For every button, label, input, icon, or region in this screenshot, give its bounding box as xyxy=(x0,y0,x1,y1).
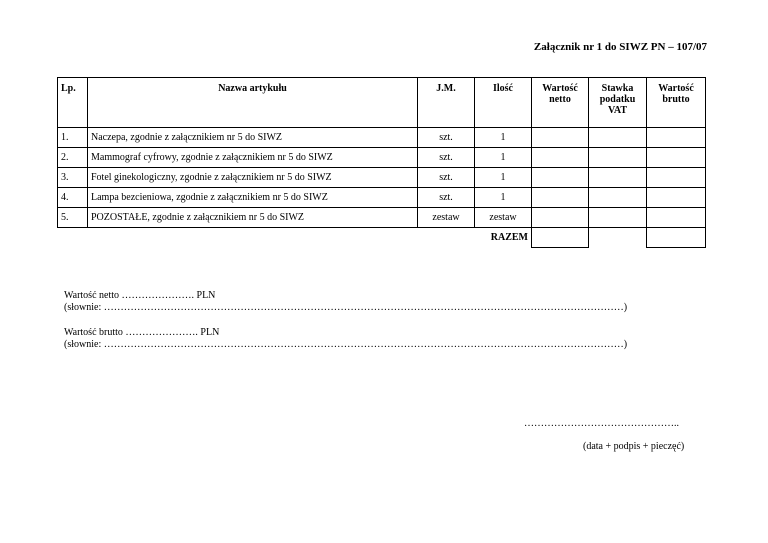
cell-name: Mammograf cyfrowy, zgodnie z załącznikiem nr 5 do SIWZ xyxy=(88,148,418,168)
cell-name: POZOSTAŁE, zgodnie z załącznikiem nr 5 do SIWZ xyxy=(88,208,418,228)
cell-unit: szt. xyxy=(418,188,475,208)
table-row xyxy=(58,148,706,168)
gross-value-line: Wartość brutto …………………. PLN xyxy=(64,327,220,338)
column-header-unit: J.M. xyxy=(418,78,475,128)
column-header-qty: Ilość xyxy=(475,78,532,128)
cell-net-value[interactable] xyxy=(532,208,589,228)
cell-lp: 5. xyxy=(58,208,88,228)
cell-vat-rate[interactable] xyxy=(589,188,647,208)
cell-net-value[interactable] xyxy=(532,128,589,148)
table-row xyxy=(58,208,706,228)
cell-vat-rate[interactable] xyxy=(589,148,647,168)
column-header-gross-value: Wartość brutto xyxy=(647,78,706,128)
column-header-lp: Lp. xyxy=(58,78,88,128)
cell-gross-value[interactable] xyxy=(647,128,706,148)
cell-unit: szt. xyxy=(418,128,475,148)
cell-name: Naczepa, zgodnie z załącznikiem nr 5 do SIWZ xyxy=(88,128,418,148)
cell-unit: zestaw xyxy=(418,208,475,228)
cell-lp: 4. xyxy=(58,188,88,208)
cell-lp: 2. xyxy=(58,148,88,168)
column-header-net-value: Wartość netto xyxy=(532,78,589,128)
table-row xyxy=(58,168,706,188)
table-row xyxy=(58,188,706,208)
cell-unit: szt. xyxy=(418,168,475,188)
cell-vat-rate[interactable] xyxy=(589,208,647,228)
signature-line: ……………………………………….. xyxy=(524,418,679,429)
cell-qty: 1 xyxy=(475,148,532,168)
total-label: RAZEM xyxy=(490,232,528,244)
cell-gross-value[interactable] xyxy=(647,148,706,168)
table-row xyxy=(58,128,706,148)
net-value-line: Wartość netto …………………. PLN xyxy=(64,290,216,301)
header-row xyxy=(58,78,706,128)
cell-gross-value[interactable] xyxy=(647,208,706,228)
cell-qty: 1 xyxy=(475,128,532,148)
total-net-value[interactable] xyxy=(532,228,589,248)
cell-net-value[interactable] xyxy=(532,148,589,168)
cell-unit: szt. xyxy=(418,148,475,168)
cell-vat-rate[interactable] xyxy=(589,128,647,148)
cell-qty: zestaw xyxy=(475,208,532,228)
column-header-vat-rate: Stawka podatku VAT xyxy=(589,78,647,128)
cell-name: Lampa bezcieniowa, zgodnie z załącznikiem nr 5 do SIWZ xyxy=(88,188,418,208)
total-gross-value[interactable] xyxy=(647,228,706,248)
items-table xyxy=(57,77,706,248)
gross-value-in-words: (słownie: …………………………………………………………………………………………………………………………………………) xyxy=(64,339,628,350)
total-row xyxy=(58,228,706,248)
net-value-in-words: (słownie: …………………………………………………………………………………………………………………………………………) xyxy=(64,302,628,313)
cell-name: Fotel ginekologiczny, zgodnie z załącznikiem nr 5 do SIWZ xyxy=(88,168,418,188)
cell-gross-value[interactable] xyxy=(647,188,706,208)
attachment-reference: Załącznik nr 1 do SIWZ PN – 107/07 xyxy=(533,41,707,53)
net-summary xyxy=(64,290,627,314)
cell-lp: 1. xyxy=(58,128,88,148)
cell-lp: 3. xyxy=(58,168,88,188)
gross-summary xyxy=(64,327,627,351)
cell-gross-value[interactable] xyxy=(647,168,706,188)
cell-qty: 1 xyxy=(475,168,532,188)
signature-caption: (data + podpis + pieczęć) xyxy=(583,441,685,452)
cell-qty: 1 xyxy=(475,188,532,208)
column-header-name: Nazwa artykułu xyxy=(88,78,418,128)
cell-net-value[interactable] xyxy=(532,188,589,208)
cell-vat-rate[interactable] xyxy=(589,168,647,188)
cell-net-value[interactable] xyxy=(532,168,589,188)
